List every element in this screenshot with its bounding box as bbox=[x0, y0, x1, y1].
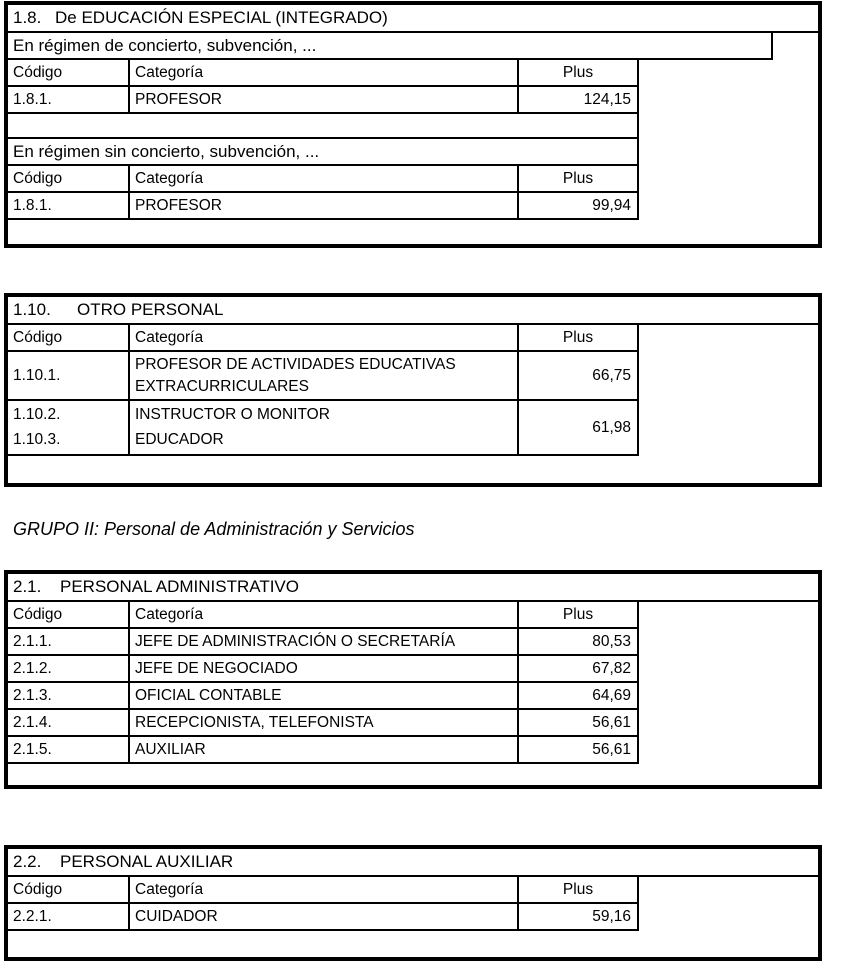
header-codigo: Código bbox=[8, 166, 130, 191]
cell-category bbox=[130, 352, 519, 399]
header-categoria: Categoría bbox=[130, 166, 519, 191]
cell-code: 2.2.1. bbox=[8, 904, 130, 929]
cell-category: PROFESOR bbox=[130, 193, 519, 218]
cell-code: 2.1.3. bbox=[8, 683, 130, 708]
section-title-row bbox=[8, 849, 818, 877]
table-row bbox=[8, 87, 639, 114]
header-codigo: Código bbox=[8, 60, 130, 85]
header-plus: Plus bbox=[562, 169, 594, 187]
cell-code: 2.1.5. bbox=[8, 737, 130, 762]
cell-category: PROFESOR bbox=[130, 87, 519, 112]
cell-category: RECEPCIONISTA, TELEFONISTA bbox=[130, 710, 519, 735]
cell-code: 2.1.1. bbox=[8, 629, 130, 654]
cell-code bbox=[8, 401, 130, 454]
table-row bbox=[8, 352, 639, 401]
cell-category: JEFE DE NEGOCIADO bbox=[130, 656, 519, 681]
cell-plus: 80,53 bbox=[592, 632, 631, 650]
group-heading: GRUPO II: Personal de Administración y Servicios bbox=[13, 519, 415, 539]
header-row bbox=[8, 602, 639, 629]
header-plus: Plus bbox=[562, 880, 594, 898]
section-number: 1.10. bbox=[13, 300, 51, 319]
cell-category-line1: INSTRUCTOR O MONITOR bbox=[135, 406, 330, 423]
table-row bbox=[8, 737, 639, 764]
table-row bbox=[8, 656, 639, 683]
cell-plus: 124,15 bbox=[583, 90, 631, 108]
cell-plus: 67,82 bbox=[592, 659, 631, 677]
cell-category: AUXILIAR bbox=[130, 737, 519, 762]
section-title-row bbox=[8, 574, 818, 602]
table-row bbox=[8, 710, 639, 737]
section-title-row bbox=[8, 297, 818, 325]
header-row bbox=[8, 877, 639, 904]
cell-plus: 56,61 bbox=[592, 713, 631, 731]
cell-code: 1.8.1. bbox=[8, 87, 130, 112]
cell-code: 1.10.1. bbox=[8, 352, 130, 399]
section-title: OTRO PERSONAL bbox=[77, 300, 224, 319]
cell-code: 2.1.2. bbox=[8, 656, 130, 681]
cell-plus: 56,61 bbox=[592, 740, 631, 758]
cell-category bbox=[130, 401, 519, 454]
cell-plus: 99,94 bbox=[592, 196, 631, 214]
table-row bbox=[8, 629, 639, 656]
cell-code-line2: 1.10.3. bbox=[13, 431, 61, 448]
regime-subtitle-sin-concierto: En régimen sin concierto, subvención, ... bbox=[8, 139, 639, 166]
section-number: 2.1. bbox=[13, 577, 42, 596]
cell-code: 2.1.4. bbox=[8, 710, 130, 735]
section-title-row bbox=[8, 5, 818, 33]
section-title: PERSONAL ADMINISTRATIVO bbox=[60, 577, 299, 596]
cell-category-line2: EDUCADOR bbox=[135, 431, 224, 448]
cell-plus: 64,69 bbox=[592, 686, 631, 704]
cell-plus: 59,16 bbox=[592, 907, 631, 925]
header-categoria: Categoría bbox=[130, 602, 519, 627]
header-categoria: Categoría bbox=[130, 60, 519, 85]
header-codigo: Código bbox=[8, 877, 130, 902]
cell-plus: 66,75 bbox=[592, 366, 631, 384]
table-educacion-especial bbox=[4, 1, 822, 248]
table-personal-auxiliar bbox=[4, 845, 822, 961]
cell-plus: 61,98 bbox=[592, 418, 631, 436]
cell-category: JEFE DE ADMINISTRACIÓN O SECRETARÍA bbox=[130, 629, 519, 654]
cell-category: CUIDADOR bbox=[130, 904, 519, 929]
table-row bbox=[8, 683, 639, 710]
table-row bbox=[8, 904, 639, 931]
section-title: De EDUCACIÓN ESPECIAL (INTEGRADO) bbox=[55, 8, 388, 27]
header-row bbox=[8, 60, 639, 87]
section-number: 2.2. bbox=[13, 852, 42, 871]
section-number: 1.8. bbox=[13, 8, 42, 27]
table-otro-personal bbox=[4, 293, 822, 487]
header-plus: Plus bbox=[562, 328, 594, 346]
header-row bbox=[8, 166, 639, 193]
header-plus: Plus bbox=[562, 63, 594, 81]
cell-category-line1: PROFESOR DE ACTIVIDADES EDUCATIVAS bbox=[135, 355, 456, 373]
regime-subtitle-concierto: En régimen de concierto, subvención, ... bbox=[8, 33, 773, 60]
header-plus: Plus bbox=[562, 605, 594, 623]
empty-row bbox=[8, 114, 639, 139]
header-categoria: Categoría bbox=[130, 325, 519, 350]
header-row bbox=[8, 325, 639, 352]
table-personal-administrativo bbox=[4, 570, 822, 789]
header-codigo: Código bbox=[8, 602, 130, 627]
header-categoria: Categoría bbox=[130, 877, 519, 902]
section-title: PERSONAL AUXILIAR bbox=[60, 852, 234, 871]
cell-category-line2: EXTRACURRICULARES bbox=[135, 377, 309, 395]
table-row bbox=[8, 401, 639, 456]
cell-category: OFICIAL CONTABLE bbox=[130, 683, 519, 708]
header-codigo: Código bbox=[8, 325, 130, 350]
cell-code: 1.8.1. bbox=[8, 193, 130, 218]
cell-code-line1: 1.10.2. bbox=[13, 406, 61, 423]
table-row bbox=[8, 193, 639, 220]
